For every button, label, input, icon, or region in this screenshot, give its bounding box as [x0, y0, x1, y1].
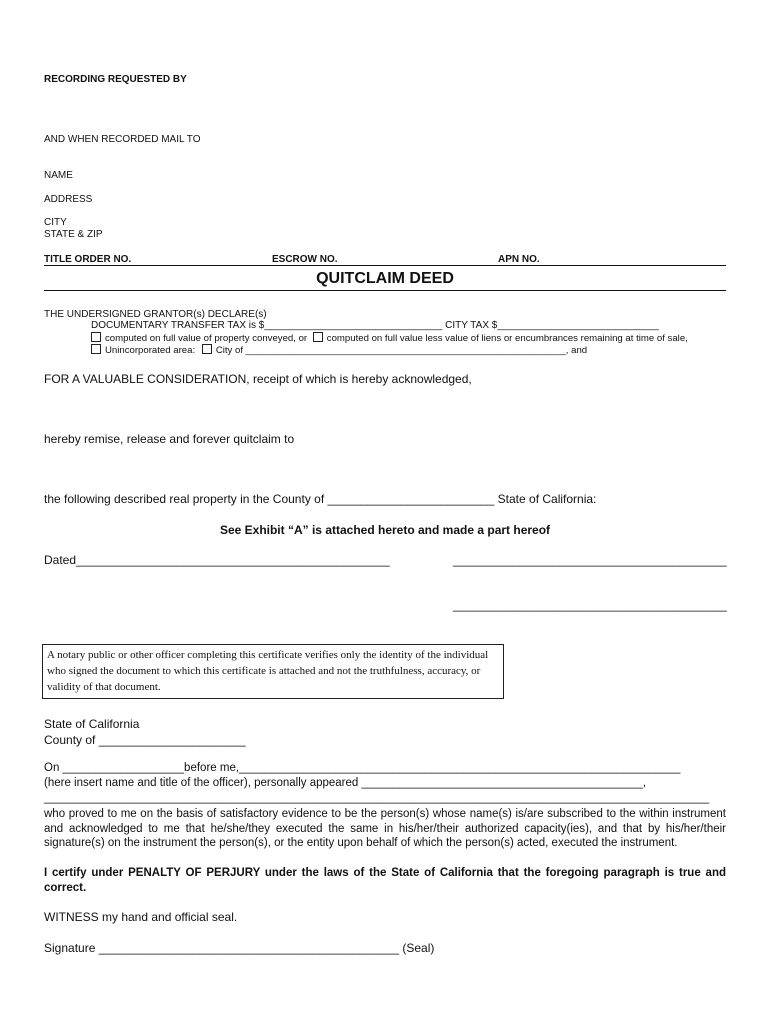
full-value-label: computed on full value of property conveyed, or	[105, 333, 308, 344]
computed-options-row	[91, 332, 688, 344]
grantor-signature-line-2: _________________________________________	[453, 598, 727, 612]
witness-line: WITNESS my hand and official seal.	[44, 910, 238, 924]
city-label: CITY	[44, 217, 67, 228]
county-line: County of ______________________	[44, 733, 246, 747]
less-liens-checkbox[interactable]	[313, 332, 323, 342]
document-title: QUITCLAIM DEED	[316, 270, 454, 287]
exhibit-text: See Exhibit “A” is attached hereto and made a part hereof	[219, 523, 551, 537]
apn-label: APN NO.	[498, 254, 540, 265]
proved-paragraph: who proved to me on the basis of satisfactory evidence to be the person(s) whose name(s) is/are subscribed to the within instrument and acknowledged to me that he/she/they executed the same in his/her/their authorized capacity(ies), and that by his/her/their signature(s) on the instrument the person(s), or the entity upon behalf of which the person(s) acted, executed the instrument.	[44, 808, 726, 850]
transfer-tax-line: DOCUMENTARY TRANSFER TAX is $________________________________ CITY TAX $_____________________________	[91, 320, 659, 331]
on-before-me-line: On ___________________before me,_____________________________________________________________________	[44, 762, 681, 774]
city-checkbox[interactable]	[202, 344, 212, 354]
title-order-label: TITLE ORDER NO.	[44, 254, 132, 265]
title-top-rule	[44, 265, 726, 266]
title-bottom-rule	[44, 290, 726, 291]
grantor-signature-line-1: _________________________________________	[453, 553, 727, 567]
consideration-text: FOR A VALUABLE CONSIDERATION, receipt of which is hereby acknowledged,	[44, 372, 472, 386]
city-of-label: City of ____________________________________________________________, and	[215, 345, 588, 356]
blank-line: ________________________________________________________________________________________________________	[44, 792, 710, 804]
dated-line: Dated_______________________________________________	[44, 553, 390, 567]
state-line: State of California	[44, 717, 140, 731]
state-zip-label: STATE & ZIP	[44, 229, 103, 240]
less-liens-label: computed on full value less value of liens or encumbrances remaining at time of sale,	[326, 333, 688, 344]
recording-requested-label: RECORDING REQUESTED BY	[44, 74, 187, 85]
signature-line: Signature _____________________________________________ (Seal)	[44, 941, 435, 955]
property-text: the following described real property in the County of _________________________ State of California:	[44, 492, 597, 506]
declare-line: THE UNDERSIGNED GRANTOR(s) DECLARE(s)	[44, 309, 267, 320]
remise-text: hereby remise, release and forever quitclaim to	[44, 432, 295, 446]
unincorporated-checkbox[interactable]	[91, 344, 101, 354]
here-insert-line: (here insert name and title of the officer), personally appeared ____________________________________________,	[44, 777, 647, 789]
area-options-row	[91, 344, 587, 356]
when-recorded-label: AND WHEN RECORDED MAIL TO	[44, 134, 201, 145]
full-value-checkbox[interactable]	[91, 332, 101, 342]
unincorporated-label: Unincorporated area:	[105, 345, 196, 356]
name-label: NAME	[44, 170, 73, 181]
address-label: ADDRESS	[44, 194, 93, 205]
escrow-label: ESCROW NO.	[272, 254, 338, 265]
notary-disclaimer-box: A notary public or other officer completing this certificate verifies only the identity of the individual who signed the document to which this certificate is attached and not the truthfulness, accuracy, or validity of that document.	[42, 644, 504, 699]
certify-paragraph: I certify under PENALTY OF PERJURY under the laws of the State of California that the foregoing paragraph is true and correct.	[44, 867, 726, 894]
